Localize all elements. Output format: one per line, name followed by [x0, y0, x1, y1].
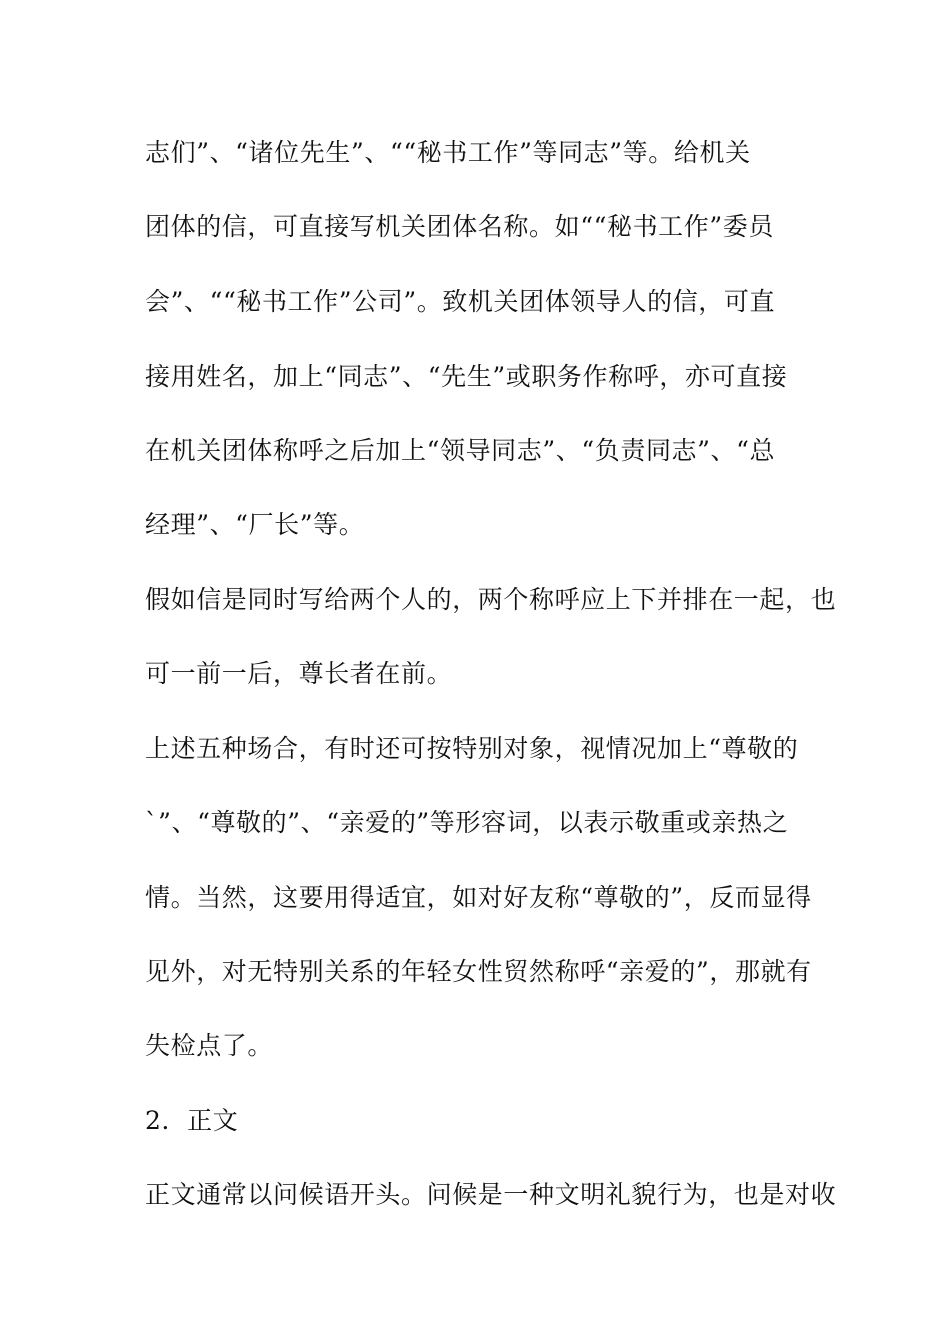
- text-line: 上述五种场合，有时还可按特别对象，视情况加上“尊敬的: [145, 734, 799, 763]
- text-line: 志们”、“诸位先生”、““秘书工作”等同志”等。给机关: [145, 138, 751, 167]
- text-line: 正文通常以问候语开头。问候是一种文明礼貌行为，也是对收: [145, 1180, 837, 1209]
- text-line: 接用姓名，加上“同志”、“先生”或职务作称呼，亦可直接: [145, 362, 788, 391]
- text-line: 团体的信，可直接写机关团体名称。如““秘书工作”委员: [145, 212, 774, 241]
- text-line: 可一前一后，尊长者在前。: [145, 659, 453, 688]
- text-line: 情。当然，这要用得适宜，如对好友称“尊敬的”，反而显得: [145, 883, 812, 912]
- text-line: 见外，对无特别关系的年轻女性贸然称呼“亲爱的”，那就有: [145, 957, 812, 986]
- text-line: `”、“尊敬的”、“亲爱的”等形容词，以表示敬重或亲热之: [145, 808, 789, 837]
- text-line: 在机关团体称呼之后加上“领导同志”、“负责同志”、“总: [145, 436, 776, 465]
- section-heading: 2．正文: [145, 1106, 239, 1135]
- text-line: 失检点了。: [145, 1031, 274, 1060]
- text-line: 经理”、“厂长”等。: [145, 510, 365, 539]
- text-line: 假如信是同时写给两个人的，两个称呼应上下并排在一起，也: [145, 585, 837, 614]
- text-line: 会”、““秘书工作”公司”。致机关团体领导人的信，可直: [145, 287, 776, 316]
